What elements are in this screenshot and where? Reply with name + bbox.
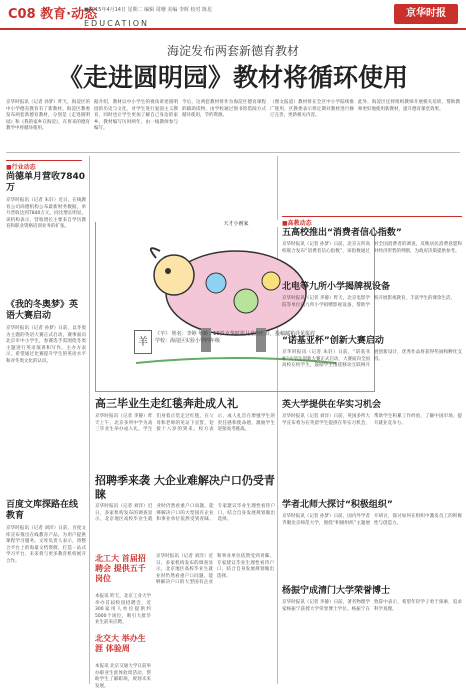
date-line: ■2015年4月14日 星期二 编辑 周珊 美编 李晖 校对 陈星 [84, 7, 213, 13]
zodiac-glyph: 羊 [134, 330, 152, 354]
right-text-3: 京华时报讯（记者 朱轩）日前，“诺基亚杯”大学生创新大赛正式启动，大赛面向全国高校在校学生，鼓励学生围绕移动互联网开展创新设计，优秀作品将获得奖励和孵化支持。 [282, 350, 462, 368]
newspaper-logo: 京华时报 [394, 4, 458, 24]
page-headline: 《走进圆明园》教材将循环使用 [57, 63, 408, 92]
story-text-jobs-cont: 京华时报讯（记者 刘洋）近日，多家机构发布的调查显示，北京地区高校毕业生就业时仍然看重户口问题，能够解决户口的大型国有企业和事业单位依然受到青睐。专家建议毕业生理性看待户口，结合自身发展规划做出选择。 [156, 554, 274, 585]
right-text-6: 京华时报讯（记者 李静）日前，著名物理学家杨振宁获授大学荣誉博士学位。杨振宁在致辞中表示，希望年轻学子勇于探索，追求科学真理。 [282, 600, 462, 612]
lead-column-1: 京华时报讯（记者 孙梦）昨天，海淀区的中小学德育教育有了新教材。海淀区教委发布两套新德育教材，分别是《走进圆明园》和《我的家乡在海淀》，在将来的德育教学中将循环使用。 [6, 100, 90, 131]
right-title-5: 学者北师大探讨“积极组织” [282, 500, 393, 510]
right-title-1: 五高校推出“消费者信心指数” [282, 228, 402, 238]
left-text-1: 京华时报讯（记者 朱轩）近日，在线教育公司尚德机构公布最新财务数据，单月营收达到7840万元，同比增长明显。该机构表示，营收增长主要来自学历教育和职业资格培训业务的扩张。 [6, 198, 86, 229]
story-text-jobs: 京华时报讯（记者 刘洋）近日，多家机构发布的调查显示，北京地区高校毕业生就业时仍然看重户口问题，能够解决户口的大型国有企业和事业单位依然受到青睐。专家建议毕业生理性看待户口，结合自身发展规划做出选择。 [95, 504, 275, 522]
right-title-3: “诺基亚杯”创新大赛启动 [282, 336, 384, 346]
right-text-1: 京华时报讯（记者 孙梦）日前，北京五所高校联合发布“消费者信心指数”，该指数通过对全国消费者的调查，反映居民消费意愿和对经济形势的判断，为政府决策提供参考。 [282, 242, 462, 254]
left-title-2: 《我的冬奥梦》英语大赛启动 [6, 300, 79, 322]
lead-column-2: 据介绍，教材以中小学生的视角讲述圆明园的历史与文化，对学生进行爱国主义教育，同时也让学生更加了解自己身边的家乡。教材编写历时两年，由一线教师参与编写。 [94, 100, 178, 131]
industry-section-label: ■行业动态 [6, 160, 82, 171]
story-title-jobs: 招聘季来袭 大企业难解决户口仍受青睐 [95, 474, 275, 501]
box-text-bjtu: 本报讯 北京交通大学日前举办职业生涯体验周活动，帮助学生了解职场，规划未来发展。 [95, 664, 151, 689]
box-title-bjtu: 北交大 举办生涯 体验周 [95, 634, 146, 653]
art-caption: 《羊》 姓名：李婷 年龄：10岁 学校：海淀区实验小学四年级 [155, 331, 225, 344]
headline-kicker: 海淀发布两套新德育教材 [166, 44, 299, 58]
right-title-4: 英大学提供在华实习机会 [282, 400, 382, 410]
left-title-3: 百度文库探路在线教育 [6, 500, 79, 522]
box-text-bjut: 本报讯 昨天，北京工业大学举办首届校园招聘会，近300家用人单位提供约5000个岗位，吸引大批毕业生前来应聘。 [95, 594, 151, 625]
right-text-4: 京华时报讯（记者 刘洋）日前，英国多所大学宣布将为在英留学生提供在华实习机会，帮助学生积累工作经验，了解中国市场，提升就业竞争力。 [282, 414, 462, 426]
left-text-3: 京华时报讯（记者 刘洋）日前，百度文库宣布推出在线教育产品，为用户提供课程学习服务。文库负责人表示，将整合平台上的海量文档资源，打造一站式学习平台，未来将与更多教育机构展开合作。 [6, 526, 86, 564]
art-feature-title: 天才小画家 [96, 220, 376, 227]
section-english: EDUCATION [84, 19, 150, 28]
section-number: C08 教育·动态 [8, 7, 98, 22]
right-title-6: 杨振宁成清门大学荣誉博士 [282, 586, 391, 596]
lead-column-3: 今后，这两套教材将作为海淀区德育课程的辅助读物，由学校通过图书馆借阅方式循环使用，节约资源。 [182, 100, 266, 118]
divider [89, 156, 90, 684]
page-header [0, 0, 466, 30]
higher-ed-section-label: ■高教动态 [282, 216, 462, 227]
lead-column-5: 此外，海淀区还将组织教师开展相关培训，帮助教师更好地使用新教材，提升德育课堂效果。 [358, 100, 460, 112]
left-title-1: 尚德单月营收7840万 [6, 172, 86, 194]
art-note: 京华时报儿童画栏目，投稿邮箱详见报眉 [225, 331, 316, 337]
story-text-prom: 京华时报讯（记者 李静）昨天上午，北京多所中学为高三毕业生举办成人礼。学生们身着正装走过红毯，在父母和老师的见证下宣誓，迎接十八岁的到来。校方表示，成人礼旨在增强学生的责任感和使命感，激励学生迎接高考挑战。 [95, 414, 275, 432]
lead-column-4: （图文报道）教材将在全区中小学陆续推广使用，区教委表示将定期对教材进行修订完善，更新相关内容。 [270, 100, 354, 118]
right-text-5: 京华时报讯（记者 孙梦）日前，国内外学者齐聚北京师范大学，围绕“积极组织”主题展开研讨，探讨如何在组织中激发员工的积极性与创造力。 [282, 514, 462, 526]
story-title-prom: 高三毕业生走红毯奔赴成人礼 [95, 397, 238, 410]
box-title-bjut: 北工大 首届招聘会 提供五千岗位 [95, 554, 146, 583]
left-text-2: 京华时报讯（记者 孙梦）日前，以冬奥为主题的英语大赛正式启动，赛事面向北京市中小学生，参赛选手需围绕冬奥主题进行英语演讲和写作。主办方表示，希望通过比赛提升学生的英语水平和对冬奥文化的认识。 [6, 326, 86, 364]
divider [6, 152, 460, 153]
right-text-2: 京华时报讯（记者 李静）昨天，北京电影学院等单位向九所小学捐赠影视设备，帮助学校开展影视教育，丰富学生的课余生活。 [282, 296, 455, 308]
right-title-2: 北电等九所小学揭牌视设备 [282, 282, 391, 292]
